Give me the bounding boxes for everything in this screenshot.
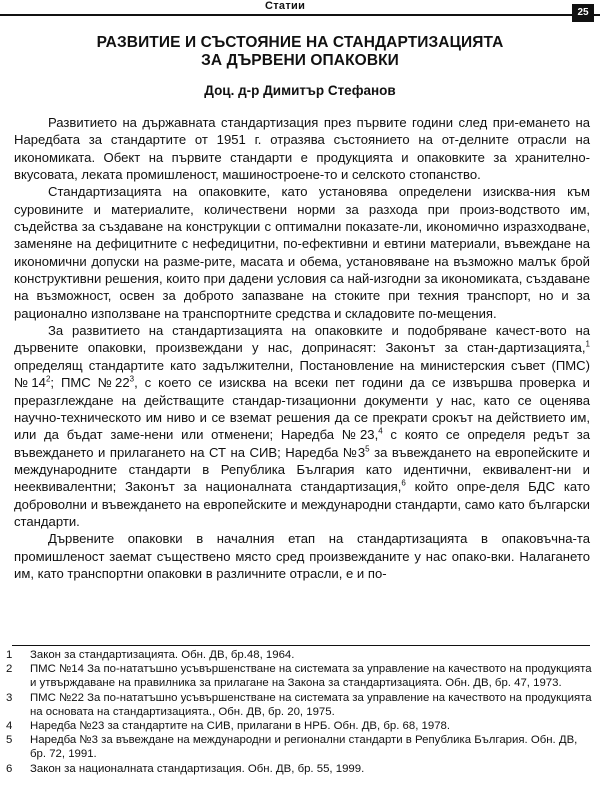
footnote-text: Наредба №23 за стандартите на СИВ, прилагани в НРБ. Обн. ДВ, бр. 68, 1978.: [30, 720, 451, 733]
paragraph-3-text-b: определящ стандартите като задължителни, Постановление на министерския съвет (ПМС) №14: [14, 357, 590, 391]
footnote-number: 5: [6, 734, 13, 747]
footnote-ref-4: 4: [378, 426, 383, 436]
article-body: [14, 114, 590, 582]
section-label: Статии: [265, 0, 306, 12]
footnote-text: Наредба №3 за въвеждане на международни и регионални стандарти в Република България. Обн. ДВ, бр. 72, 1991.: [30, 734, 578, 761]
footnote-divider: [12, 645, 590, 646]
footnote-ref-5: 5: [365, 444, 370, 454]
footnote-number: 3: [6, 691, 13, 704]
article-author: Доц. д-р Димитър Стефанов: [204, 83, 396, 98]
article-title-line-1: РАЗВИТИЕ И СЪСТОЯНИЕ НА СТАНДАРТИЗАЦИЯТА: [96, 34, 504, 51]
paragraph-4: Дървените опаковки в началния етап на стандартизацията в опаковъчна-та промишленост заемат съществено място сред произвежданите у нас опако-вки. Налагането им, като транспортни опаковки в различните отрасли, е и по-: [14, 531, 590, 581]
paragraph-2: Стандартизацията на опаковките, като установява определени изисква-ния към суровините и материалите, количествени норми за разхода при произ-водството им, съдейства за създаване на конструкции с оптимални показате-ли, икономично изразходване, заменяне на дефицитните с нефедицитни, по-ефективни и евтини материали, въвеждане на икономични допуски на разме-рите, масата и обема, установяване на възможно малък брой конструктивни решения, които при дадени условия са най-изгодни за икономиката, създаване на възможност, освен за доброто запазване на стоките при техния транспорт, но и за рационално използване на транспортните средства и складовите по-мещения.: [14, 184, 590, 321]
footnote: [6, 719, 592, 733]
footnote: [6, 691, 592, 719]
footnote: [6, 648, 592, 662]
paragraph-3-text-f: за въвеждането на европейските и международните стандарти в Република България като идентични, еквивалент-ни и нееквивалентни; Законът за националната стандартизация,: [14, 444, 590, 495]
footnotes: [6, 648, 592, 776]
footnote-ref-2: 2: [45, 374, 51, 384]
page-number: 25: [572, 4, 594, 22]
paragraph-3-text-d: , с което се изисква на всеки пет години да се извършва проверка и преразглеждане на действащите стандар-тизационни документи у нас, като се оценява научно-техническото им ниво и се вземат решения да се прекрати срокът на действието им, или да бъдат заме-нени или отменени; Наредба №23,: [14, 375, 590, 443]
paragraph-3-text-g: който опре-деля БДС като доброволни и въвеждането на европейските и международни стандарти, само като български стандарти.: [14, 479, 590, 529]
paragraph-3-text-a: За развитието на стандартизацията на опаковките и подобряване качест-вото на дървените опаковки, произвеждани у нас, допринасят: Законът за стан-дартизацията,: [14, 323, 590, 356]
header-rule: [0, 14, 600, 16]
article-title-line-2: ЗА ДЪРВЕНИ ОПАКОВКИ: [201, 52, 399, 69]
paragraph-3-text-e: с която се определя редът за въвеждането и прилагането на СТ на СИВ; Наредба №3: [14, 427, 590, 460]
running-header: [0, 0, 600, 16]
footnote-number: 2: [6, 663, 13, 676]
footnote: [6, 762, 592, 776]
footnote-text: ПМС №14 За по-нататъшно усъвършенстване на системата за управление на качеството на продукцията и утвърждаване на правилника за прилагане на Закона за стандартизацията. Обн. ДВ, бр. 47, 1973.: [30, 663, 592, 690]
footnote-text: Закон за националната стандартизация. Обн. ДВ, бр. 55, 1999.: [30, 762, 365, 775]
footnote-ref-6: 6: [401, 478, 406, 488]
footnote-number: 6: [6, 762, 13, 775]
footnote-number: 4: [6, 720, 13, 733]
paragraph-3: [14, 322, 590, 530]
footnote: [6, 733, 592, 761]
footnote: [6, 662, 592, 690]
footnote-text: Закон за стандартизацията. Обн. ДВ, бр.48, 1964.: [30, 649, 295, 661]
footnote-ref-3: 3: [129, 374, 135, 384]
paragraph-3-text-c: ; ПМС №22: [50, 375, 130, 391]
footnote-text: ПМС №22 За по-нататъшно усъвършенстване на системата за управление на качеството на продукцията на основата на стандартизацията., Обн. ДВ, бр. 20, 1975.: [30, 691, 592, 718]
paragraph-1: Развитието на държавната стандартизация през първите години след при-еманeто на Наредбата за стандартите от 1951 г. отразява състоянието на от-делните отрасли на икономиката. Обект на първите стандарти е продукцията и опаковките за хранително-вкусовата, леката промишленост, машиностроене-то и селското стопанство.: [14, 115, 590, 183]
footnote-ref-1: 1: [585, 340, 590, 350]
footnote-number: 1: [6, 649, 13, 661]
